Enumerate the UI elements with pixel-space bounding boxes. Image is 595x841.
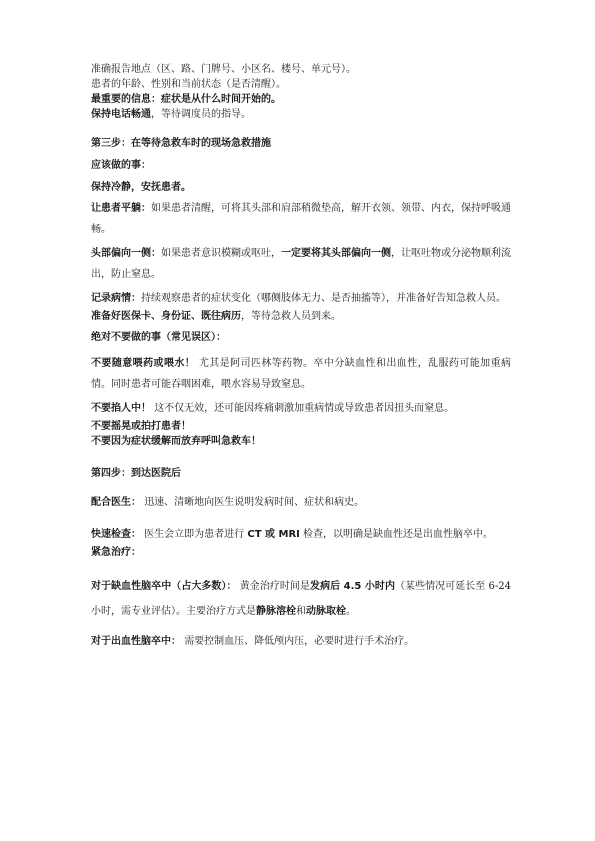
ischemic-text4: 。 [346, 606, 356, 617]
head-side-text2: ，让呕吐物或分泌物顺利流出，防止窒息。 [91, 248, 511, 280]
ischemic-item [91, 574, 511, 624]
no-pinch-bold: 不要掐人中！ [91, 403, 151, 414]
quick-check-bold: 快速检查： [91, 529, 141, 540]
ischemic-bold4: 动脉取栓 [306, 606, 346, 617]
record-item [91, 288, 511, 309]
record-text: 持续观察患者的症状变化（哪侧肢体无力、是否抽搐等），并准备好告知急救人员。 [141, 293, 506, 304]
never-do-title: 绝对不要做的事（常见误区）： [91, 332, 226, 343]
quick-check-item [91, 524, 511, 545]
head-side-bold2: 一定要将其头部偏向一侧 [281, 248, 391, 259]
lie-flat-bold: 让患者平躺： [91, 203, 151, 214]
quick-check-text2: 检查，以明确是缺血性还是出血性脑卒中。 [299, 529, 494, 540]
ischemic-bold3: 静脉溶栓 [256, 606, 296, 617]
cooperate-text: 迅速、清晰地向医生说明发病时间、症状和病史。 [144, 497, 365, 508]
lie-flat-item [91, 198, 511, 240]
step4-title: 第四步：到达医院后 [91, 468, 181, 479]
ischemic-bold2: 发病后 4.5 小时内 [310, 581, 395, 592]
ischemic-text3: 和 [296, 606, 306, 617]
head-side-text1: 如果患者意识模糊或呕吐， [161, 248, 281, 259]
quick-check-text1: 医生会立即为患者进行 [144, 529, 248, 540]
no-medicine-text: 尤其是阿司匹林等药物。卒中分缺血性和出血性，乱服药可能加重病情。同时患者可能吞咽困难，喂水容易导致窒息。 [91, 358, 512, 390]
no-shake-item: 不要摇晃或拍打患者！ [91, 421, 191, 432]
no-pinch-item [91, 398, 511, 419]
step3-title: 第三步：在等待急救车时的现场急救措施 [91, 138, 271, 149]
most-important-info: 最重要的信息：症状是从什么时间开始的。 [91, 94, 281, 105]
head-side-bold: 头部偏向一侧： [91, 248, 161, 259]
ischemic-bold: 对于缺血性脑卒中（占大多数）： [91, 581, 237, 592]
head-side-item [91, 243, 511, 285]
quick-check-bold2: CT 或 MRI [247, 529, 300, 540]
prepare-docs-item [91, 309, 511, 324]
document-page [91, 62, 511, 649]
patient-info-line: 患者的年龄、性别和当前状态（是否清醒）。 [91, 79, 286, 90]
ischemic-text1: 黄金治疗时间是 [239, 581, 311, 592]
cooperate-item [91, 495, 511, 510]
prepare-docs-text: ，等待急救人员到来。 [241, 311, 341, 322]
record-bold: 记录病情： [91, 293, 141, 304]
no-medicine-item [91, 353, 511, 395]
should-do-title: 应该做的事： [91, 160, 151, 171]
no-pinch-text: 这不仅无效，还可能因疼痛刺激加重病情或导致患者因扭头而窒息。 [154, 403, 455, 414]
report-location-line: 准确报告地点（区、路、门牌号、小区名、楼号、单元号）。 [91, 64, 356, 75]
no-medicine-bold: 不要随意喂药或喂水！ [91, 358, 196, 369]
prepare-docs-bold: 准备好医保卡、身份证、既往病历 [91, 311, 241, 322]
keep-phone-line [91, 107, 511, 122]
cooperate-bold: 配合医生： [91, 497, 141, 508]
keep-calm: 保持冷静，安抚患者。 [91, 182, 191, 193]
emergency-treatment-title: 紧急治疗： [91, 547, 141, 558]
hemorrhagic-text: 需要控制血压、降低颅内压，必要时进行手术治疗。 [184, 636, 415, 647]
hemorrhagic-bold: 对于出血性脑卒中： [91, 636, 181, 647]
ischemic-text2: （某些情况可延长至 6-24 小时，需专业评估）。主要治疗方式是 [91, 581, 512, 617]
hemorrhagic-item [91, 634, 511, 649]
keep-phone-bold: 保持电话畅通 [91, 109, 151, 120]
lie-flat-text: 如果患者清醒，可将其头部和肩部稍微垫高，解开衣领、领带、内衣，保持呼吸通畅。 [91, 203, 511, 235]
keep-phone-text: ，等待调度员的指导。 [151, 109, 251, 120]
no-give-up-item: 不要因为症状缓解而放弃呼叫急救车！ [91, 436, 261, 447]
